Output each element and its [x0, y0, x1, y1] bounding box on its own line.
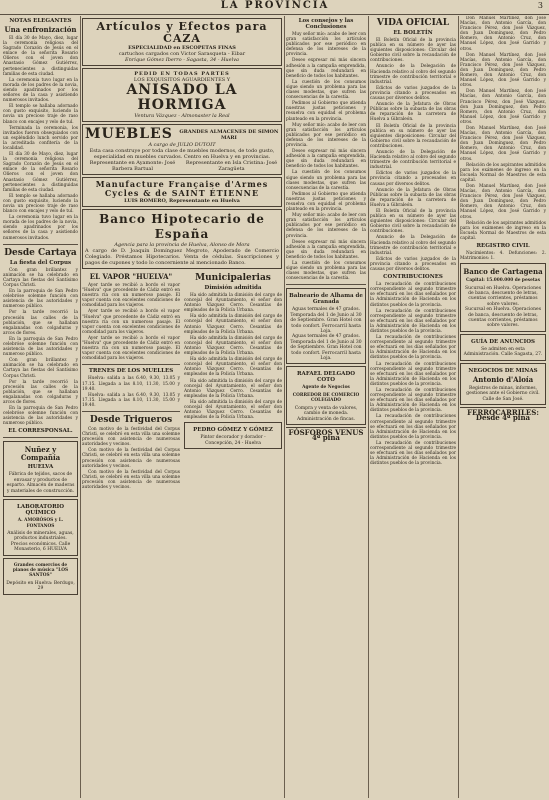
article-paragraph: Pedimos al Gobierno que atienda nuestras justas peticiones y resuelva con equidad el problema planteado en la provincia.	[286, 191, 366, 213]
article-paragraph: Ha sido admitida la dimisión del cargo de concejal del Ayuntamiento, el señor don Antonio Vázquez Cerro. Cesantías de empleados de la Policía Urbana.	[184, 293, 282, 314]
ad-agent: Representante en Ayamonte: José Barbera Bartual	[89, 160, 176, 172]
ad-title: Balneario de Alhama de Granada	[289, 293, 363, 306]
article-headline: Desde Cartaya	[4, 247, 77, 258]
banco-cartagena-ad	[460, 263, 546, 332]
hormiga-ad	[82, 68, 282, 122]
column-5	[460, 16, 546, 798]
ad-text: Sucursal en Huelva. Operaciones de banca, descuento de letras, cuentas corrientes, préstamos sobre valores.	[464, 307, 542, 329]
article-paragraph: Don Manuel Martínez, don José Macías, don Antonio García, don Francisco Pérez, don José Vázquez, don Juan Domínguez, don Pedro Romero, don Antonio Cruz, don Manuel López, don José Garrido y otros.	[460, 184, 546, 220]
article-paragraph: Muy señor mío: acabo de leer con gran satisfacción los artículos publicados por ese periódico en defensa de los intereses de la provincia.	[286, 122, 366, 148]
ad-text: Esta casa construye por toda clase de muebles modernos, de todo gusto, especialidad en muebles curvados. Centro en Huelva y en provincias.	[89, 148, 275, 160]
article-paragraph: Anuncio de la Delegación de Hacienda relativo al cobro del segundo trimestre de contribución territorial e industrial.	[370, 64, 456, 85]
ad-sub: Antonio d'Aloía	[472, 374, 534, 384]
article-paragraph: La ceremonia tuvo lugar en la morada de los padres de la novia, siendo apadrinados por los señores de la casa y asistiendo numerosos invitados.	[3, 215, 78, 241]
article-subheading: La fiesta del Corpus	[9, 259, 72, 266]
article-paragraph: Con motivo de la festividad del Corpus Christi, se celebró en esta villa una solemne procesión con asistencia de numerosas autoridades y vecinos.	[82, 426, 180, 448]
balneario-ad	[286, 288, 366, 364]
article-paragraph: La recaudación de contribuciones correspondiente al segundo trimestre se efectuará en los días señalados por la Administración de Hacienda en los distintos pueblos de la provincia.	[370, 335, 456, 361]
ad-text: Registros de minas, informes, gestiones ante el Gobierno civil. Calle de San José.	[466, 385, 540, 402]
article-paragraph: En la parroquia de San Pedro celebróse solemne función con asistencia de las autoridades y numeroso público.	[3, 336, 78, 358]
newspaper-title: LA PROVINCIA	[220, 0, 330, 11]
guia-anuncios-ad	[460, 334, 546, 361]
article-paragraph: Por la tarde recorrió la procesión las calles de la población, que se hallaban engalanadas con colgaduras y arcos de flores.	[3, 379, 78, 405]
article-paragraph: La recaudación de contribuciones correspondiente al segundo trimestre se efectuará en los días señalados por la Administración de Hacienda en los distintos pueblos de la provincia.	[370, 414, 456, 440]
ad-store: GRANDES ALMACENES DE SIMON MARI	[179, 128, 279, 141]
article-paragraph: Relación de los aspirantes admitidos para los exámenes de ingreso en la Escuela Normal de Maestros de esta capital.	[460, 162, 546, 183]
article-paragraph: Edictos de varios juzgados de la provincia citando a procesados en causas por diversos delitos.	[370, 85, 456, 102]
column-rule	[284, 16, 285, 798]
ad-title: Grandes comercios de pianos de música "LOS SANTOS"	[12, 562, 69, 579]
article-paragraph: Don Manuel Martínez, don José Macías, don Antonio García, don Francisco Pérez, don José Vázquez, don Juan Domínguez, don Pedro Romero, don Antonio Cruz, don Manuel López, don José Garrido y otros.	[460, 52, 546, 89]
article-subheading: EL BOLETÍN	[393, 30, 433, 36]
article-paragraph: Anuncio de la Delegación de Hacienda relativo al cobro del segundo trimestre de contribución territorial e industrial.	[370, 235, 456, 256]
article-headline: Los consejos y las Conclusiones	[298, 18, 354, 30]
article-headline: EL VAPOR "HUELVA"	[89, 272, 173, 281]
article-paragraph: Ha sido admitida la dimisión del cargo de concejal del Ayuntamiento, el señor don Antonio Vázquez Cerro. Cesantías de empleados de la Policía Urbana.	[184, 314, 282, 335]
page-number: 3	[537, 1, 543, 10]
ad-title: Banco Hipotecario de España	[99, 212, 265, 241]
ad-text: Sucursal en Huelva. Operaciones de banca, descuento de letras, cuentas corrientes, préstamos sobre valores.	[464, 285, 542, 307]
article-headline: Desde Trigueros	[89, 414, 173, 425]
article-paragraph: En la parroquia de San Pedro celebróse solemne función con asistencia de las autoridades y numeroso público.	[3, 289, 78, 310]
ad-sub: CORREDOR DE COMERCIO COLEGIADO	[292, 392, 360, 404]
article-paragraph: Don Manuel Martínez, don José Macías, don Antonio García, don Francisco Pérez, don José Vázquez, don Juan Domínguez, don Pedro Romero, don Antonio Cruz, don Manuel López, don José Garrido y otros.	[460, 125, 546, 162]
ad-agent: Representante en Isla Cristina: José Zaragüeta	[185, 160, 278, 172]
article-paragraph: Anuncio de la Jefatura de Obras Públicas sobre la subasta de las obras de reparación de la carretera de Huelva a Gibraleón.	[370, 102, 456, 123]
article-paragraph: La recaudación de contribuciones correspondiente al segundo trimestre se efectuará en los días señalados por la Administración de Hacienda en los distintos pueblos de la provincia.	[370, 282, 456, 308]
ad-text: Se admiten en esta Administración. Calle Sagasta, 27.	[463, 346, 543, 358]
ad-text: Fábrica de tejidos, sacos de envasar y productos de esparto. Almacén de maderas y materiales de construcción.	[6, 472, 75, 494]
article-paragraph: Nacimientos: 4. Defunciones: 2. Matrimonios: 1.	[460, 251, 546, 262]
article-paragraph: El templo se hallaba adornado con gusto exquisito, luciendo la novia un precioso traje de raso blanco con encajes y velo de tul.	[3, 193, 78, 215]
pedro-gomez-ad	[184, 422, 282, 449]
article-paragraph: Con gran brillantez y animación se ha celebrado en Cartaya las fiestas del Santísimo Corpus Christi.	[3, 358, 78, 379]
article-paragraph: Anuncio de la Jefatura de Obras Públicas sobre la subasta de las obras de reparación de la carretera de Huelva a Gibraleón.	[370, 187, 456, 208]
ad-text: Pintor decorador y dorador - Concepción, 24 - Huelva	[200, 435, 266, 446]
ad-text: A cargo de D. Joaquín Domínguez Megroto, Apoderado de Comercio Colegiado. Préstamos Hipotecarios. Venta de cédulas. Suscripciones y pagos de cupones y todo lo concerniente al mencionado Banco.	[85, 248, 279, 266]
ad-sub: cartuchos cargados con Victor Sarasqueta - Eibar	[118, 51, 246, 57]
column-rule	[368, 16, 369, 798]
article-paragraph: La cuestión de los consumos sigue siendo un problema para las clases modestas, que sufren las consecuencias de la carestía.	[286, 170, 366, 191]
article-subheading: Dimisión admitida	[204, 285, 262, 291]
article-paragraph: Ayer tarde se recibió a bordo el vapor "Huelva" que procedente de Cádiz entró en nuestra ría con un numeroso pasaje. El vapor cuenta con excelentes condiciones de comodidad para los viajeros.	[82, 335, 180, 362]
ad-sub: A cargo de JULIO DUTOIT	[148, 142, 216, 148]
article-paragraph: La cuestión de los consumos sigue siendo un problema para las clases modestas, que sufren las consecuencias de la carestía.	[286, 79, 366, 101]
ad-text: Aguas termales de 47 grados. Temporada del 1 de Junio al 30 de Septiembre. Gran Hotel con todo confort. Ferrocarril hasta Loja.	[290, 334, 362, 362]
article-paragraph: Ayer tarde se recibió a bordo el vapor "Huelva" que procedente de Cádiz entró en nuestra ría con un numeroso pasaje. El vapor cuenta con excelentes condiciones de comodidad para los viajeros.	[82, 283, 180, 309]
ad-sub: Agencia para la provincia de Huelva, Alonso de Mora	[114, 242, 250, 248]
signature: EL CORRESPONSAL.	[8, 428, 73, 435]
ad-title: Banco de Cartagena	[463, 267, 543, 277]
ad-text: Aguas termales de 47 grados. Temporada del 1 de Junio al 30 de Septiembre. Gran Hotel con todo confort. Ferrocarril hasta Loja.	[290, 307, 362, 335]
article-paragraph: Muy señor mío: acabo de leer con gran satisfacción los artículos publicados por ese periódico en defensa de los intereses de la provincia.	[286, 213, 366, 239]
ad-title: RAFAEL DELGADO COTO	[296, 371, 356, 384]
column-2	[82, 16, 282, 798]
article-paragraph: Edictos de varios juzgados de la provincia citando a procesados en causas por diversos delitos.	[370, 171, 456, 187]
ad-address: Ventura Vázquez - Almonaster la Real	[134, 113, 230, 119]
column-4	[370, 16, 456, 798]
caza-ad	[82, 18, 282, 66]
article-paragraph: Ha sido admitida la dimisión del cargo de concejal del Ayuntamiento, el señor don Antonio Vázquez Cerro. Cesantías de empleados de la Policía Urbana.	[184, 378, 282, 399]
ad-address: Enrique Gómez Iberro - Sagasta, 34 - Huelva	[124, 57, 240, 63]
rafael-delgado-ad	[286, 366, 366, 424]
article-paragraph: El Boletín Oficial de la provincia publica en su número de ayer las siguientes disposiciones: Circular del Gobierno civil sobre la recaudación de contribuciones.	[370, 209, 456, 235]
column-3	[286, 16, 366, 798]
ad-text: Análisis de minerales, aguas, productos industriales. Precios económicos. Calle Monasterio, 6 HUELVA	[7, 530, 74, 553]
article-paragraph: Muy señor mío: acabo de leer con gran satisfacción los artículos publicados por ese periódico en defensa de los intereses de la provincia.	[286, 32, 366, 58]
article-paragraph: Ayer tarde se recibió a bordo el vapor "Huelva" que procedente de Cádiz entró en nuestra ría con un numeroso pasaje. El vapor cuenta con excelentes condiciones de comodidad para los viajeros.	[82, 309, 180, 335]
ad-line: ESPECIALIDAD en ESCOPETAS FINAS	[128, 45, 236, 51]
ad-sub: Agente de Negocios	[302, 385, 350, 391]
nunez-ad	[3, 441, 78, 497]
ad-title: MUEBLES	[85, 126, 173, 142]
article-paragraph: El día 30 de Mayo, diez, lugar la ceremonia religiosa del Sagrado Corazón de Jesús en el enlace de la señorita Rosario Olíeros con el joven don Anastasio Gómez Gutiérrez, pertenecientes a distinguidas familias de esta ciudad.	[3, 152, 78, 193]
ad-sub: Capital: 15.000.000 de pesetas	[465, 278, 541, 284]
ad-title: Nuñez y Compañía	[20, 445, 61, 463]
ad-sub: LUIS ROMERO, Representante en Huelva	[124, 198, 240, 204]
article-paragraph: Edictos de varios juzgados de la provincia citando a procesados en causas por diversos delitos.	[370, 256, 456, 273]
article-paragraph: La recaudación de contribuciones correspondiente al segundo trimestre se efectuará en los días señalados por la Administración de Hacienda en los distintos pueblos de la provincia.	[370, 361, 456, 387]
article-paragraph: La recaudación de contribuciones correspondiente al segundo trimestre se efectuará en los días señalados por la Administración de Hacienda en los distintos pueblos de la provincia.	[370, 440, 456, 467]
article-paragraph: Anuncio de la Delegación de Hacienda relativo al cobro del segundo trimestre de contribución territorial e industrial.	[370, 149, 456, 171]
article-paragraph: La ceremonia tuvo lugar en la morada de los padres de la novia, siendo apadrinados por los señores de la casa y asistiendo numerosos invitados.	[3, 77, 78, 104]
laboratorio-ad	[3, 499, 78, 555]
masthead	[0, 0, 549, 15]
article-paragraph: Deseo expresar mi más sincera adhesión a la campaña emprendida, que sin duda redundará en beneficio de todos los habitantes.	[286, 149, 366, 170]
article-paragraph: Deseo expresar mi más sincera adhesión a la campaña emprendida, que sin duda redundará en beneficio de todos los habitantes.	[286, 239, 366, 260]
article-subheading: CONTRIBUCIONES	[383, 274, 443, 281]
article-paragraph: La recaudación de contribuciones correspondiente al segundo trimestre se efectuará en los días señalados por la Administración de Hacienda en los distintos pueblos de la provincia.	[370, 388, 456, 414]
ad-brand: ANISADO LA HORMIGA	[126, 82, 238, 113]
ad-text: Depósito en Huelva: Berdugo, 29	[6, 580, 75, 592]
banco-hipotecario-ad	[82, 209, 282, 269]
ad-title: PEDRO GÓMEZ Y GÓMEZ	[193, 427, 273, 434]
ferrocarriles-ad: FERROCARRILES: Desde 4ª pina	[460, 407, 546, 420]
article-paragraph: Con motivo de la festividad del Corpus Christi, se celebró en esta villa una solemne procesión con asistencia de numerosas autoridades y vecinos.	[82, 448, 180, 469]
negocios-minas-ad	[460, 363, 546, 405]
column-1	[3, 16, 78, 798]
article-paragraph: Huelva: salida a las 6.40, 9.30, 13.05 y 17.15. Llegada a las 8.10, 11.30, 15.00 y 19.40.	[82, 376, 180, 392]
ad-sub: LOS EXQUISITOS AGUARDIENTES Y	[133, 77, 231, 83]
article-paragraph: El templo se hallaba adornado con gusto exquisito, luciendo la novia un precioso traje de raso blanco con encajes y velo de tul.	[3, 104, 78, 125]
santos-ad	[3, 558, 78, 595]
article-subheading: REGISTRO CIVIL	[476, 243, 530, 250]
article-paragraph: El día 30 de Mayo, diez, lugar la ceremonia religiosa del Sagrado Corazón de Jesús en el enlace de la señorita Rosario Olíeros con el joven don Anastasio Gómez Gutiérrez, pertenecientes a distinguidas familias de esta ciudad.	[3, 36, 78, 77]
article-paragraph: Ha sido admitida la dimisión del cargo de concejal del Ayuntamiento, el señor don Antonio Vázquez Cerro. Cesantías de empleados de la Policía Urbana.	[184, 357, 282, 378]
muebles-ad	[82, 124, 282, 175]
ad-title: NEGOCIOS DE MINAS	[468, 367, 538, 374]
article-paragraph: El Boletín Oficial de la provincia publica en su número de ayer las siguientes disposiciones: Circular del Gobierno civil sobre la recaudación de contribuciones.	[370, 38, 456, 64]
article-headline: Una enfronización	[4, 25, 77, 34]
ad-title: PEDID EN TODAS PARTES	[134, 71, 230, 77]
article-paragraph: En la parroquia de San Pedro celebróse solemne función con asistencia de las autoridades y numeroso público.	[3, 406, 78, 427]
article-headline: TRENES DE LOS MUELLES	[88, 368, 174, 375]
column-rule	[458, 16, 459, 798]
article-headline: Municipalerias	[195, 273, 271, 283]
article-paragraph: Por la tarde recorrió la procesión las calles de la población, que se hallaban engalanadas con colgaduras y arcos de flores.	[3, 310, 78, 336]
ad-title: Manufacture Française d'Armes Cycles & de SAINT ÉTIENNE	[95, 179, 269, 198]
article-paragraph: El Boletín Oficial de la provincia publica en su número de ayer las siguientes disposiciones: Circular del Gobierno civil sobre la recaudación de contribuciones.	[370, 123, 456, 149]
article-paragraph: Deseo expresar mi más sincera adhesión a la campaña emprendida, que sin duda redundará en beneficio de todos los habitantes.	[286, 58, 366, 79]
article-paragraph: Con gran brillantez y animación se ha celebrado en Cartaya las fiestas del Santísimo Corpus Christi.	[3, 267, 78, 288]
article-paragraph: La recaudación de contribuciones correspondiente al segundo trimestre se efectuará en los días señalados por la Administración de Hacienda en los distintos pueblos de la provincia.	[370, 308, 456, 334]
article-paragraph: Terminada la ceremonia, los invitados fueron obsequiados con un espléndido lunch servido por la acreditada confitería de la localidad.	[3, 125, 78, 151]
article-paragraph: Relación de los aspirantes admitidos para los exámenes de ingreso en la Escuela Normal de Maestros de esta capital.	[460, 220, 546, 241]
article-paragraph: Huelva: salida a las 6.40, 9.30, 13.05 y 17.15. Llegada a las 8.10, 11.30, 15.00 y 19.40.	[82, 392, 180, 408]
ad-title: Artículos y Efectos para CAZA	[96, 20, 268, 45]
article-paragraph: Ha sido admitida la dimisión del cargo de concejal del Ayuntamiento, el señor don Antonio Vázquez Cerro. Cesantías de empleados de la Policía Urbana.	[184, 399, 282, 421]
article-paragraph: La cuestión de los consumos sigue siendo un problema para las clases modestas, que sufren las consecuencias de la carestía.	[286, 261, 366, 282]
ad-city: HUELVA	[27, 464, 54, 471]
article-paragraph: Don Manuel Martínez, don José Macías, don Antonio García, don Francisco Pérez, don José Vázquez, don Juan Domínguez, don Pedro Romero, don Antonio Cruz, don Manuel López, don José Garrido y otros.	[460, 16, 546, 52]
article-paragraph: Pedimos al Gobierno que atienda nuestras justas peticiones y resuelva con equidad el problema planteado en la provincia.	[286, 101, 366, 122]
section-heading: NOTAS ELEGANTES	[9, 18, 72, 24]
fosforos-ad: FÓSFOROS VENUS 4ª pina	[286, 427, 366, 440]
ad-title: LABORATORIO QUÍMICO	[16, 504, 65, 517]
article-headline: VIDA OFICIAL	[376, 18, 450, 28]
ad-names: A. AMORÓSOS y L. FONTANOS	[17, 518, 64, 529]
ad-title: GUÍA DE ANUNCIOS	[471, 338, 535, 345]
article-paragraph: Don Manuel Martínez, don José Macías, don Antonio García, don Francisco Pérez, don José Vázquez, don Juan Domínguez, don Pedro Romero, don Antonio Cruz, don Manuel López, don José Garrido y otros.	[460, 89, 546, 125]
article-paragraph: Ha sido admitida la dimisión del cargo de concejal del Ayuntamiento, el señor don Antonio Vázquez Cerro. Cesantías de empleados de la Policía Urbana.	[184, 335, 282, 357]
column-rule	[80, 16, 81, 798]
ad-text: Compra y venta de valores, cambio de moneda. Administración de fincas.	[294, 405, 358, 422]
armes-ad	[82, 177, 282, 207]
article-paragraph: Con motivo de la festividad del Corpus Christi, se celebró en esta villa una solemne procesión con asistencia de numerosas autoridades y vecinos.	[82, 469, 180, 490]
